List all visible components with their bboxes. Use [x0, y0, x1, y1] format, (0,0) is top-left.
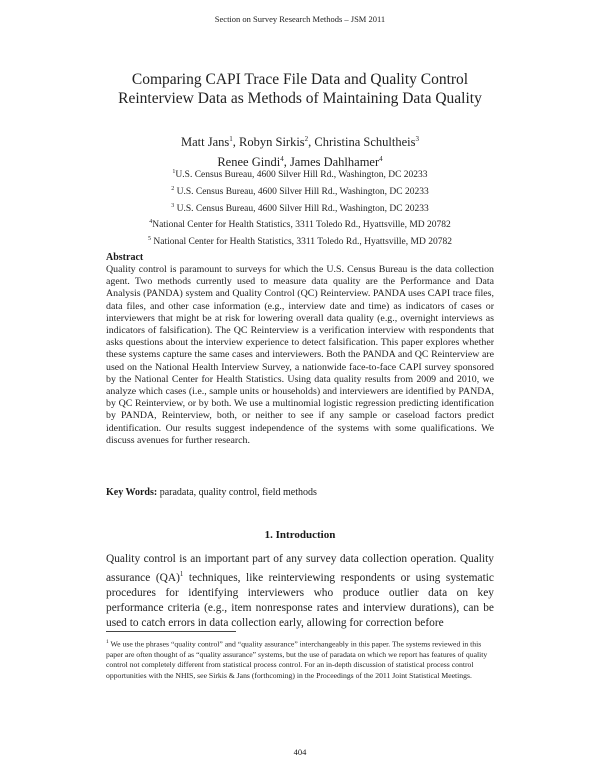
- author-sup: 3: [415, 135, 419, 143]
- affiliation-item: [80, 166, 520, 183]
- intro-text-part-1: Quality control is an important part of any survey data collection operation. Quality assurance (QA): [106, 553, 494, 584]
- affiliation-item: [80, 200, 520, 217]
- footnote: [106, 637, 494, 681]
- author-name: Robyn Sirkis: [239, 135, 305, 150]
- paper-title: [60, 70, 540, 108]
- title-line-1: Comparing CAPI Trace File Data and Quality Control: [131, 71, 469, 88]
- affiliation-text: U.S. Census Bureau, 4600 Silver Hill Rd., Washington, DC 20233: [176, 186, 429, 197]
- footnote-ref[interactable]: 1: [179, 570, 184, 578]
- affiliation-text: U.S. Census Bureau, 4600 Silver Hill Rd., Washington, DC 20233: [175, 170, 428, 181]
- author-name: Christina Schultheis: [314, 135, 416, 150]
- affiliation-sup: 2: [171, 185, 175, 192]
- footnote-text: We use the phrases “quality control” and “quality assurance” interchangeably in this paper. The systems reviewed in this paper are often thought of as “quality assurance” systems, but the use of paradata on which we report has features of quality control not completely different from statistical process control. For an in-depth discussion of statistical process control opportunities with the NHIS, see Sirkis & Jans (forthcoming) in the Proceedings of the 2011 Joint Statistical Meetings.: [106, 639, 488, 680]
- affiliation-sup: 1: [172, 169, 176, 175]
- keywords: [106, 487, 494, 498]
- title-line-2: Reinterview Data as Methods of Maintaining Data Quality: [118, 90, 482, 107]
- affiliation-sup: 5: [148, 236, 152, 242]
- running-header: Section on Survey Research Methods – JSM 2011: [214, 14, 386, 24]
- footnote-sup: 1: [106, 639, 109, 645]
- author-name: James Dahlhamer: [289, 155, 380, 170]
- section-heading-introduction: 1. Introduction: [264, 529, 336, 541]
- page-number: 404: [293, 747, 307, 757]
- introduction-paragraph: [106, 552, 494, 631]
- author-sup: 2: [304, 135, 309, 143]
- author-sup: 4: [280, 155, 284, 164]
- affiliation-item: [80, 216, 520, 233]
- author-name: Matt Jans: [181, 135, 230, 150]
- author-sup: 4: [379, 155, 383, 164]
- affiliation-sup: 4: [149, 219, 153, 226]
- affiliation-text: U.S. Census Bureau, 4600 Silver Hill Rd., Washington, DC 20233: [176, 203, 429, 214]
- author-name: Renee Gindi: [217, 155, 281, 170]
- author-line-2: Renee Gindi$^4$, James Dahlhamer$^4$: [217, 155, 383, 170]
- affiliation-text: National Center for Health Statistics, 3311 Toledo Rd., Hyattsville, MD 20782: [153, 237, 452, 248]
- keywords-label: Key Words:: [106, 487, 158, 498]
- abstract-heading: Abstract: [106, 252, 144, 263]
- abstract-body: Quality control is paramount to surveys for which the U.S. Census Bureau is the data collection agent. Two methods currently used to measure data quality are the Performance and Data Analysis (PANDA) system and Quality Control (QC) Reinterview. PANDA uses CAPI trace files, data files, and other case information (e.g., interview date and time) as indicators of cases or interviewers that might be at risk for lowering overall data quality (e.g., overnight interviews as indicators of falsification). The QC Reinterview is a verification interview with respondents that asks questions about the interview experience to detect falsification. This paper explores whether these systems capture the same cases and interviewers. Both the PANDA and QC Reinterview are used on the National Health Interview Survey, a nationwide face-to-face CAPI survey sponsored by the National Center for Health Statistics. Using data quality results from 2009 and 2010, we analyze which cases (i.e., sample units or households) and interviewers are identified by PANDA, by QC Reinterview, or by both. We use a multinomial logistic regression predicting identification by PANDA, Reinterview, both, or neither to see if any sample or caseload factors predict identification. Our results suggest independence of the systems with some qualifications. We discuss avenues for further research.: [106, 264, 494, 446]
- author-line-1: Matt Jans$^1$, Robyn Sirkis$^2$, Christina Schultheis$^3$: [181, 135, 419, 150]
- keywords-text: paradata, quality control, field methods: [159, 487, 317, 498]
- author-sup: 1: [229, 135, 233, 143]
- affiliation-item: [80, 233, 520, 250]
- affiliation-item: [80, 183, 520, 200]
- intro-text-part-2: techniques, like reinterviewing respondents or using systematic procedures for identifying interviewers who produce outlier data on key performance criteria (e.g., item nonresponse rates and interview durations), can be used to catch errors in data collection early, allowing for correction before: [106, 571, 494, 629]
- affiliation-text: National Center for Health Statistics, 3311 Toledo Rd., Hyattsville, MD 20782: [152, 220, 451, 231]
- affiliation-list: [80, 166, 520, 250]
- footnote-divider: [106, 631, 236, 632]
- affiliation-sup: 3: [171, 202, 175, 209]
